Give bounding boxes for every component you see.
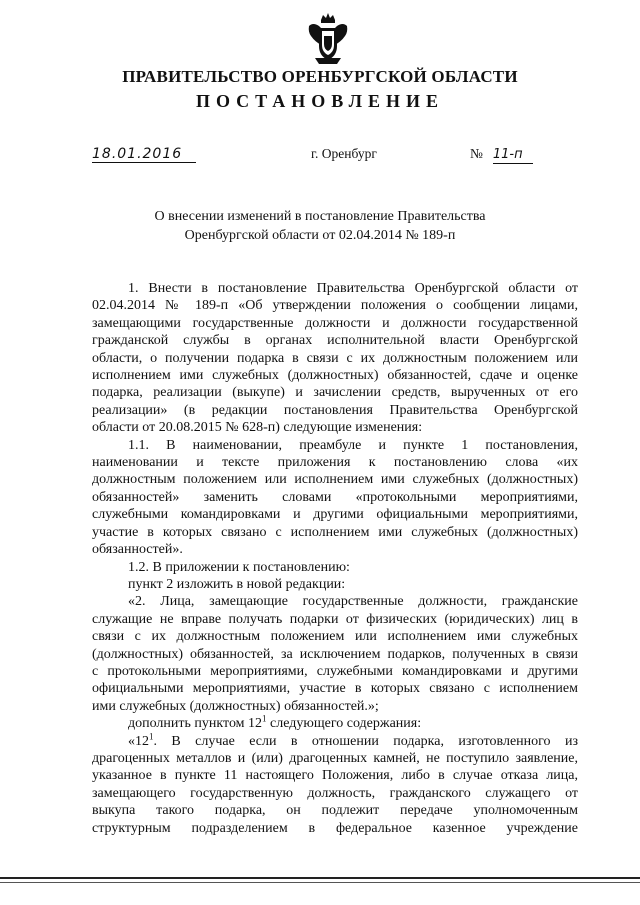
body-line: 1.2. В приложении к постановлению: xyxy=(128,559,350,575)
body-line: выкупа такого подарка, он подлежит передаче уполномоченным xyxy=(92,803,578,819)
government-name: ПРАВИТЕЛЬСТВО ОРЕНБУРГСКОЙ ОБЛАСТИ xyxy=(122,67,518,86)
page-bottom-rule xyxy=(0,882,640,883)
body-line: «2. Лица, замещающие государственные должности, гражданские xyxy=(128,594,578,610)
body-line: реализации» (в редакции постановления Правительства Оренбургской xyxy=(92,402,578,418)
body-line: пункт 2 изложить в новой редакции: xyxy=(128,576,346,592)
subject-line: Оренбургской области от 02.04.2014 № 189-п xyxy=(184,227,456,243)
body-line: драгоценных металлов и (или) драгоценных камней, не поступило заявление, xyxy=(92,750,578,766)
body-line-part: следующего содержания: xyxy=(270,716,422,732)
body-line: 1.1. В наименовании, преамбуле и пункте 1 постановления, xyxy=(128,437,578,453)
body-line: с протокольными мероприятиями, служебными командировками и другими xyxy=(92,663,578,679)
body-line: 1. Внести в постановление Правительства Оренбургской области от xyxy=(128,281,578,296)
body-line-part: «12 xyxy=(128,733,149,749)
document-type: ПОСТАНОВЛЕНИЕ xyxy=(195,91,445,111)
body-line: области, о получении подарка в связи с их должностным положением или xyxy=(92,350,578,366)
document-city: г. Оренбург xyxy=(311,146,377,161)
superscript: 1 xyxy=(262,713,267,724)
superscript: 1 xyxy=(149,730,154,741)
body-line: замещающими государственные должности и должности государственной xyxy=(92,315,578,331)
body-line: служащие не вправе получать подарки от физических (юридических) лиц в xyxy=(92,611,578,627)
body-line: (должностных) обязанностей, за исключением подарков, полученных в связи xyxy=(92,646,578,662)
page-bottom-rule xyxy=(0,877,640,879)
body-line: замещающего государственную должность, гражданского служащего от xyxy=(92,785,578,801)
body-line: ими служебных (должностных) обязанностей.»; xyxy=(92,698,379,714)
body-line: исполнением ими служебных (должностных) обязанностей, сдаче и оценке xyxy=(92,368,578,384)
document-number xyxy=(470,146,533,164)
document-body xyxy=(92,280,578,837)
body-line: участие в которых связано с исполнением ими служебных (должностных) xyxy=(92,524,578,540)
body-line: обязанностей». xyxy=(92,542,183,558)
body-line-part: . В случае если в отношении подарка, изготовленного из xyxy=(153,733,578,749)
body-line xyxy=(92,715,578,732)
number-value: 11-п xyxy=(493,147,533,164)
body-line: служебными командировками и другими официальными мероприятиями, xyxy=(92,507,578,523)
body-line: области от 20.08.2015 № 628-п) следующие изменения: xyxy=(92,420,423,436)
body-line xyxy=(92,730,578,750)
body-line: указанное в пункте 11 настоящего Положения, либо в случае отказа лица, xyxy=(92,768,578,784)
document-subject xyxy=(0,208,640,245)
body-line: подарка, реализации (выкупе) и зачислении средств, вырученных от его xyxy=(92,385,578,401)
body-line: гражданской службы в органах исполнительной власти Оренбургской xyxy=(92,333,578,349)
body-line: 02.04.2014 № 189-п «Об утверждении положения о сообщении лицами, xyxy=(92,298,578,314)
body-line: должностным положением или исполнением ими служебных (должностных) xyxy=(92,472,578,488)
body-line: официальными мероприятиями, участие в которых связано с исполнением xyxy=(92,681,578,697)
body-line: обязанностей» заменить словами «протокольными мероприятиями, xyxy=(92,489,578,505)
document-date: 18.01.2016 xyxy=(92,146,196,163)
body-line: наименовании и тексте приложения к постановлению слова «их xyxy=(92,455,578,471)
body-line: структурным подразделением в федеральное казенное учреждение xyxy=(92,820,578,836)
body-line-part: дополнить пунктом 12 xyxy=(128,716,263,732)
number-label: № xyxy=(470,146,483,161)
coat-of-arms-icon xyxy=(305,12,351,66)
body-line: связи с их должностным положением или исполнением ими служебных xyxy=(92,629,578,645)
subject-line: О внесении изменений в постановление Правительства xyxy=(154,209,486,224)
